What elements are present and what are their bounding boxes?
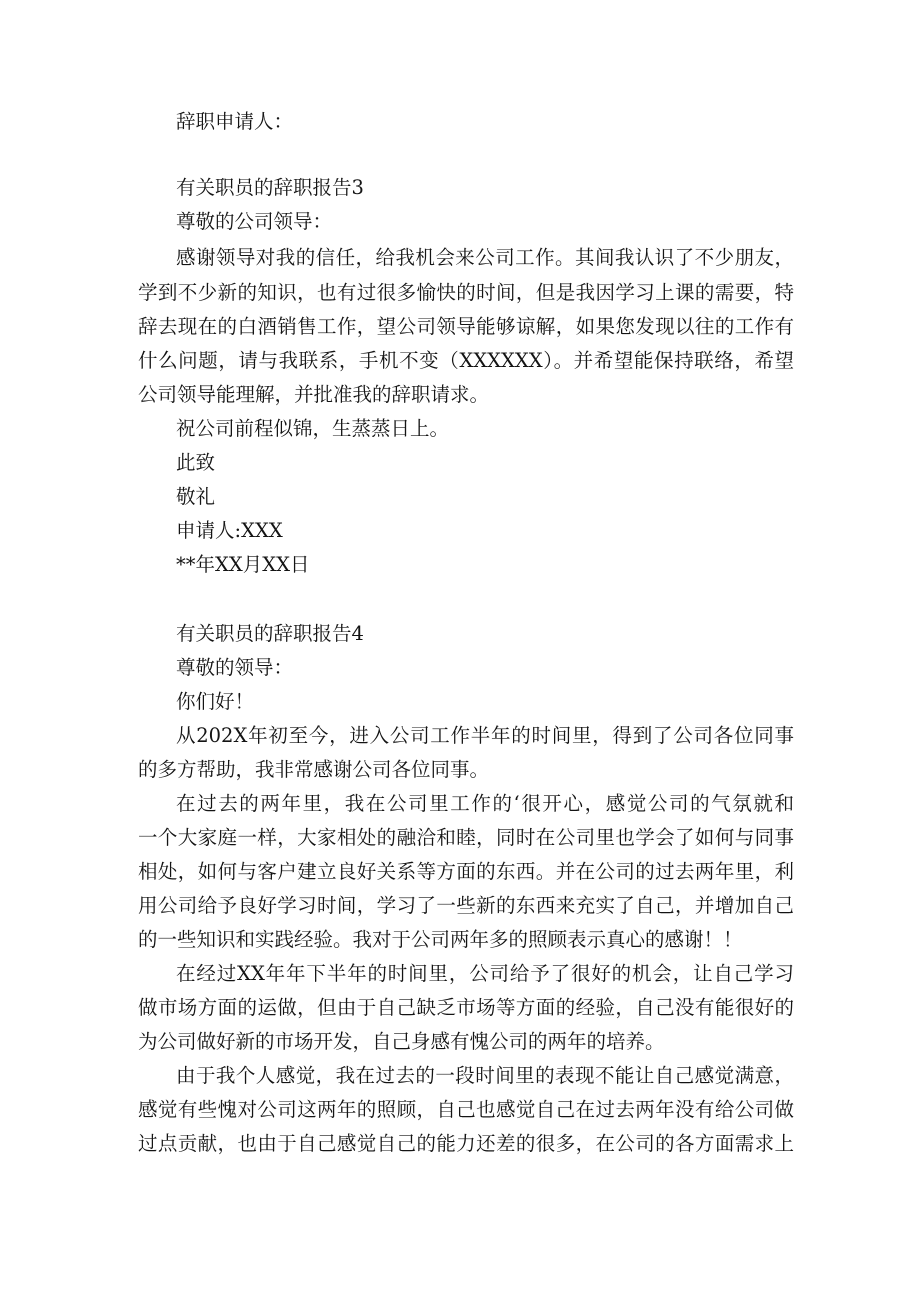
report4-para3-line: 在经过XX年年下半年的时间里，公司给予了很好的机会，让自己学习	[176, 962, 794, 985]
report4-para2-line: 的一些知识和实践经验。我对于公司两年多的照顾表示真心的感谢！！	[138, 928, 743, 951]
report4-para1-line: 从202X年初至今，进入公司工作半年的时间里，得到了公司各位同事	[176, 724, 794, 747]
report3-para1-line: 学到不少新的知识，也有过很多愉快的时间，但是我因学习上课的需要，特	[138, 281, 794, 304]
applicant-label: 辞职申请人：	[176, 110, 294, 133]
report4-greeting: 你们好！	[176, 690, 255, 713]
report4-para4-line: 过点贡献，也由于自己感觉自己的能力还差的很多，在公司的各方面需求上	[138, 1132, 794, 1155]
report3-applicant: 申请人:XXX	[176, 519, 283, 542]
report3-para1-line: 辞去现在的白酒销售工作，望公司领导能够谅解，如果您发现以往的工作有	[138, 315, 794, 338]
report3-date: **年XX月XX日	[176, 553, 310, 576]
report3-closing-2: 敬礼	[176, 485, 216, 508]
report3-salutation: 尊敬的公司领导：	[176, 210, 333, 233]
report4-para4-line: 由于我个人感觉，我在过去的一段时间里的表现不能让自己感觉满意，	[176, 1064, 794, 1087]
report4-salutation: 尊敬的领导：	[176, 656, 294, 679]
report4-para4-line: 感觉有些愧对公司这两年的照顾，自己也感觉自己在过去两年没有给公司做	[138, 1098, 794, 1121]
report4-para2-line: 用公司给予良好学习时间，学习了一些新的东西来充实了自己，并增加自己	[138, 894, 794, 917]
report4-para3-line: 做市场方面的运做，但由于自己缺乏市场等方面的经验，自己没有能很好的	[138, 996, 794, 1019]
report4-para2-line: 在过去的两年里，我在公司里工作的‘很开心，感觉公司的气氛就和	[176, 792, 794, 815]
report4-title: 有关职员的辞职报告4	[176, 622, 364, 645]
report4-para2-line: 相处，如何与客户建立良好关系等方面的东西。并在公司的过去两年里，利	[138, 860, 794, 883]
report3-closing-1: 此致	[176, 451, 216, 474]
report4-para1-line: 的多方帮助，我非常感谢公司各位同事。	[138, 758, 490, 781]
report3-wish: 祝公司前程似锦，生蒸蒸日上。	[176, 417, 450, 440]
report3-para1-line: 什么问题，请与我联系，手机不变（XXXXXX）。并希望能保持联络，希望	[138, 349, 794, 372]
report3-para1-line: 感谢领导对我的信任，给我机会来公司工作。其间我认识了不少朋友，	[176, 246, 794, 269]
report4-para3-line: 为公司做好新的市场开发，自己身感有愧公司的两年的培养。	[138, 1030, 665, 1053]
report3-title: 有关职员的辞职报告3	[176, 176, 364, 199]
report4-para2-line: 一个大家庭一样，大家相处的融洽和睦，同时在公司里也学会了如何与同事	[138, 826, 794, 849]
report3-para1-line: 公司领导能理解，并批准我的辞职请求。	[138, 383, 490, 406]
